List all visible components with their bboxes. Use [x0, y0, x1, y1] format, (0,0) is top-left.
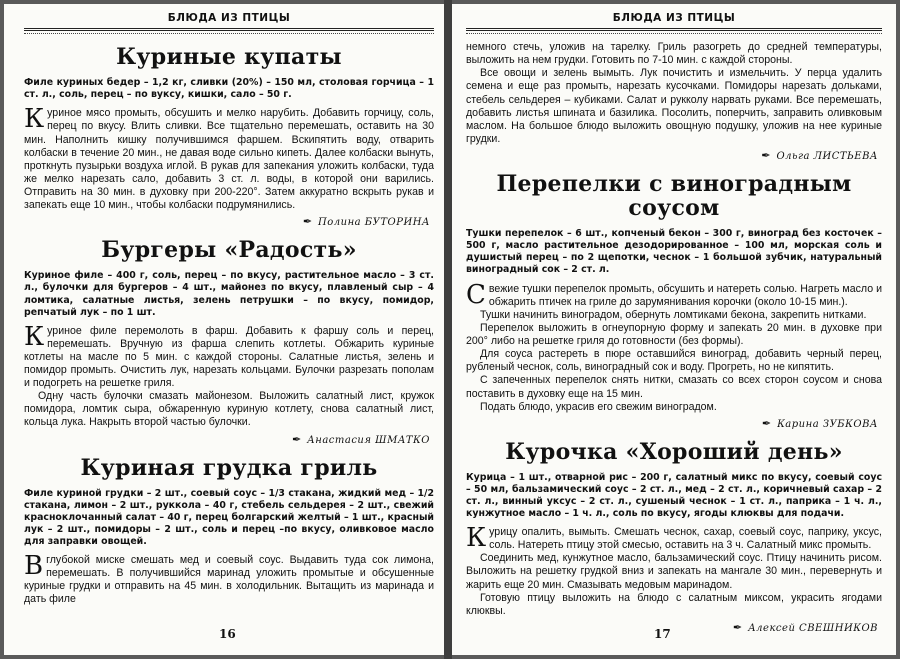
pen-icon: ✒	[732, 620, 743, 634]
recipe-ingredients: Тушки перепелок – 6 шт., копченый бекон – 300 г, виноград без косточек – 500 г, масло растительное дезодорированное – 100 мл, морская соль и душистый перец – по 2 щепотки, чеснок – 1 большой зубчик, натуральный виноградный сок – 2 ст. л.	[466, 228, 882, 276]
continuation-body	[466, 41, 882, 146]
recipe-ingredients: Куриное филе – 400 г, соль, перец – по вкусу, растительное масло – 3 ст. л., булочки для бургеров – 4 шт., майонез по вкусу, плавленый сыр – 4 ломтика, салатные листья, зелень петрушки – по вкусу, помидор, репчатый лук – по 1 шт.	[24, 270, 434, 318]
drop-cap: К	[466, 523, 487, 554]
right-page	[452, 4, 896, 655]
paragraph: Одну часть булочки смазать майонезом. Выложить салатный лист, кружок помидора, ломтик сыра, обжаренную куриную котлету, снова салатный лист, кольца лука. Накрыть второй частью булочки.	[24, 390, 434, 429]
recipe-title: Куриные купаты	[116, 44, 342, 70]
drop-cap: В	[24, 550, 44, 581]
paragraph: Тушки начинить виноградом, обернуть ломтиками бекона, закрепить нитками.	[480, 308, 867, 321]
paragraph: вежие тушки перепелок промыть, обсушить и натереть солью. Нагреть масло и обжарить птичек на гриле до зарумянивания корочки (около 10-15 мин.).	[488, 282, 882, 308]
pen-icon: ✒	[291, 432, 302, 446]
paragraph: С запеченных перепелок снять нитки, смазать со всех сторон соусом и снова поставить в духовку еще на 15 мин.	[466, 374, 882, 400]
recipe-author: ✒ Карина ЗУБКОВА	[761, 416, 878, 430]
recipe-title: Куриная грудка гриль	[80, 454, 378, 481]
paragraph: Для соуса растереть в пюре оставшийся виноград, добавить черный перец, рубленый чеснок, соль, виноградный сок и воду. Прогреть, но не кипятить.	[466, 348, 882, 374]
recipe-author: ✒ Алексей СВЕШНИКОВ	[732, 620, 878, 634]
recipe-body	[466, 279, 882, 414]
paragraph: Подать блюдо, украсив его свежим виноградом.	[480, 400, 717, 413]
recipe-title: Бургеры «Радость»	[101, 237, 357, 264]
recipe-body	[24, 104, 434, 212]
paragraph: уриное мясо промыть, обсушить и мелко нарубить. Добавить горчицу, соль, перец по вкусу. Влить сливки. Все тщательно перемешать, оставить на 30 мин. Наполнить кишку получившимся фаршем. Вскипятить воду, отварить колбаски в течение 20 мин., не давая воде сильно кипеть. Далее колбаски вынуть, проткнуть пузырьки воздуха иглой. В рукав для запекания уложить колбаски, туда же мелко нарезать сало, добавить 3 ст. л. воды, в которой они варились. Отправить на 30 мин. в духовку при 200-220°. Затем аккуратно вскрыть рукав и запекать еще 10 мин., чтобы колбаски подрумянились.	[24, 107, 434, 212]
paragraph: глубокой миске смешать мед и соевый соус. Выдавить туда сок лимона, перемешать. В получившийся маринад уложить промытые и обсушенные куриные грудки и отправить на 45 мин. в холодильник. Вытащить из маринада и дать филе	[24, 553, 434, 606]
recipe-body	[466, 523, 882, 618]
recipe-author: ✒ Ольга ЛИСТЬЕВА	[761, 149, 878, 162]
header-rule	[24, 33, 434, 37]
pen-icon: ✒	[761, 149, 771, 162]
paragraph: Все овощи и зелень вымыть. Лук почистить и измельчить. У перца удалить семена и еще раз промыть, нарезать кусочками. Помидоры нарезать дольками, стебель сельдерея – кубиками. Салат и рукколу нарвать руками. Все перемешать, добавить листья шпината и базилика. Посолить, поперчить, заправить оливковым маслом. На большое блюдо выложить овощную подушку, уложив на нее куриные грудки.	[466, 67, 882, 145]
paragraph: Перепелок выложить в огнеупорную форму и запекать 20 мин. в духовке при 200° либо на решетке гриля до готовности (без формы).	[466, 321, 882, 347]
recipe-body	[24, 321, 434, 430]
paragraph: Соединить мед, кунжутное масло, бальзамический соус. Птицу начинить рисом. Выложить на решетку грудкой вниз и запекать на мангале 30 мин., перевернуть и жарить еще 20 мин. Смазывать медовым маринадом.	[466, 552, 882, 591]
page-number: 16	[219, 627, 236, 641]
page-number: 17	[654, 627, 671, 641]
paragraph: Готовую птицу выложить на блюдо с салатным миксом, украсить ягодами клюквы.	[466, 591, 882, 617]
recipe-ingredients: Филе куриной грудки – 2 шт., соевый соус – 1/3 стакана, жидкий мед – 1/2 стакана, лимон – 2 шт., руккола – 40 г, стебель сельдерея – 2 шт., свежий красноклочанный салат – 40 г, перец болгарский желтый – 1 шт., красный лук – 2 шт., помидоры – 2 шт., соль и перец –по вкусу, оливковое масло для заправки овощей.	[24, 487, 434, 547]
recipe-author: ✒ Полина БУТОРИНА	[302, 215, 430, 229]
recipe-title: Перепелки с виноградным соусом	[496, 171, 852, 222]
recipe-body	[24, 550, 434, 607]
pen-icon: ✒	[302, 215, 313, 229]
drop-cap: С	[466, 279, 486, 310]
paragraph: уриное филе перемолоть в фарш. Добавить к фаршу соль и перец, перемешать. Вручную из фарша слепить котлеты. Обжарить куриные котлеты на масле по 5 мин. с каждой стороны. Салатные листья, зелень и помидор промыть. Очистить лук, нарезать кольцами. Булочки разрезать пополам и подогреть на решетке гриля.	[24, 324, 434, 390]
running-head: БЛЮДА ИЗ ПТИЦЫ	[24, 12, 434, 31]
drop-cap: К	[24, 321, 45, 352]
recipe-author: ✒ Анастасия ШМАТКО	[291, 432, 430, 446]
recipe-ingredients: Филе куриных бедер – 1,2 кг, сливки (20%) – 150 мл, столовая горчица – 1 ст. л., соль, перец – по вуксу, кишки, сало – 50 г.	[24, 77, 434, 101]
paragraph: урицу опалить, вымыть. Смешать чеснок, сахар, соевый соус, паприку, уксус, соль. Натереть птицу этой смесью, оставить на 3 ч. Салатный микс промыть.	[489, 526, 882, 552]
drop-cap: К	[24, 104, 45, 135]
header-rule	[466, 33, 882, 37]
recipe-title: Курочка «Хороший день»	[505, 438, 843, 465]
paragraph: немного стечь, уложив на тарелку. Гриль разогреть до средней температуры, выложить на нем грудки. Готовить по 7-10 мин. с каждой стороны.	[466, 41, 882, 67]
gutter	[444, 0, 452, 659]
recipe-ingredients: Курица – 1 шт., отварной рис – 200 г, салатный микс по вкусу, соевый соус – 50 мл, бальзамический соус – 2 ст. л., мед – 2 ст. л., коричневый сахар – 2 ст. л., винный уксус – 2 ст. л., сушеный чеснок – 1 ст. л., паприка – 1 ч. л., кунжутное масло – 1 ч. л., соль по вкусу, ягоды клюквы для подачи.	[466, 471, 882, 520]
left-page	[4, 4, 444, 655]
running-head: БЛЮДА ИЗ ПТИЦЫ	[466, 12, 882, 31]
pen-icon: ✒	[761, 416, 772, 430]
